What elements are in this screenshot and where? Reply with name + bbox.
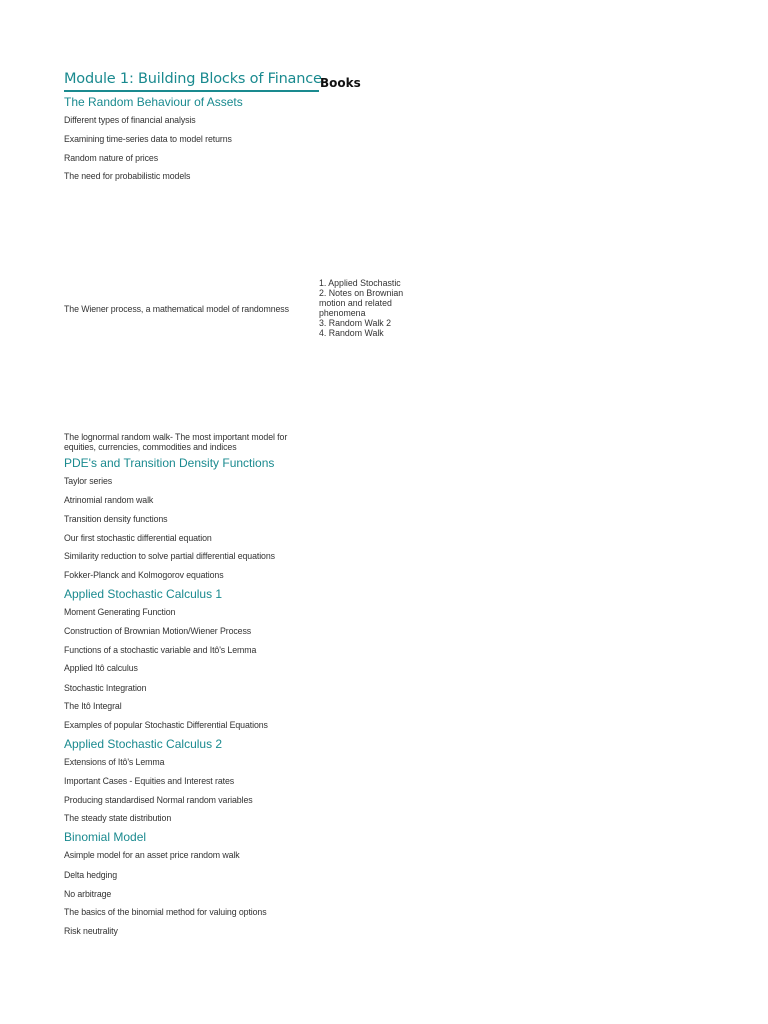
list-item: Risk neutrality: [64, 926, 118, 936]
list-item: Our first stochastic differential equation: [64, 533, 212, 543]
book-item: 3. Random Walk 2: [319, 318, 392, 328]
list-item: Asimple model for an asset price random walk: [64, 850, 240, 860]
list-item: Similarity reduction to solve partial differential equations: [64, 551, 275, 561]
list-item: Applied Itô calculus: [64, 663, 138, 673]
list-item: Random nature of prices: [64, 153, 159, 163]
list-item: The Itô Integral: [64, 701, 122, 711]
list-item: Important Cases - Equities and Interest rates: [64, 776, 235, 786]
list-item: Extensions of Itô's Lemma: [64, 757, 165, 767]
books-heading: Books: [320, 76, 361, 90]
list-item: No arbitrage: [64, 889, 112, 899]
list-item: The steady state distribution: [64, 813, 172, 823]
list-item: Taylor series: [64, 476, 113, 486]
list-item: Examining time-series data to model returns: [64, 134, 232, 144]
list-item: Atrinomial random walk: [64, 495, 154, 505]
section-heading: Binomial Model: [64, 830, 147, 844]
list-item: Transition density functions: [64, 514, 168, 524]
list-item: Functions of a stochastic variable and Itô's Lemma: [64, 645, 257, 655]
list-item: Construction of Brownian Motion/Wiener Process: [64, 626, 252, 636]
list-item: Delta hedging: [64, 870, 117, 880]
list-item: The lognormal random walk- The most important model for equities, currencies, commodities and indices: [64, 432, 288, 452]
section-heading: Applied Stochastic Calculus 1: [64, 587, 223, 601]
list-item: Examples of popular Stochastic Differential Equations: [64, 720, 268, 730]
list-item: Different types of financial analysis: [64, 115, 196, 125]
section-heading: The Random Behaviour of Assets: [64, 95, 243, 109]
book-item: 4. Random Walk: [319, 328, 384, 338]
module-title: Module 1: Building Blocks of Finance: [64, 71, 319, 92]
list-item: Moment Generating Function: [64, 607, 176, 617]
section-heading: Applied Stochastic Calculus 2: [64, 737, 223, 751]
book-item: 2. Notes on Brownian motion and related phenomena: [319, 288, 404, 318]
list-item: Stochastic Integration: [64, 683, 147, 693]
list-item: Producing standardised Normal random variables: [64, 795, 253, 805]
book-item: 1. Applied Stochastic: [319, 278, 401, 288]
list-item: The Wiener process, a mathematical model of randomness: [64, 304, 289, 314]
list-item: The basics of the binomial method for valuing options: [64, 907, 267, 917]
list-item: Fokker-Planck and Kolmogorov equations: [64, 570, 224, 580]
list-item: The need for probabilistic models: [64, 171, 191, 181]
books-list: [319, 278, 419, 338]
section-heading: PDE's and Transition Density Functions: [64, 456, 275, 470]
